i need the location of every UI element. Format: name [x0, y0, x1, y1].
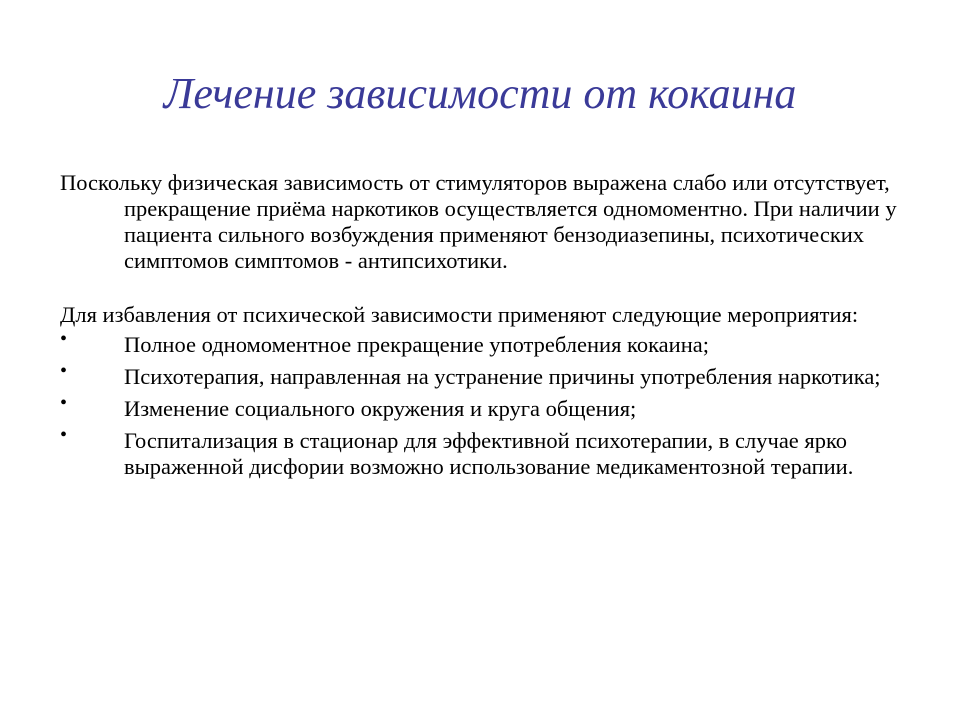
list-item-text: Изменение социального окружения и круга общения;: [124, 396, 637, 421]
bullet-icon: •: [60, 360, 68, 382]
list-item: [60, 424, 920, 480]
slide-body: [60, 170, 920, 486]
slide-title: Лечение зависимости от кокаина: [163, 69, 797, 118]
list-item-text: Госпитализация в стационар для эффективной психотерапии, в случае ярко выраженной дисфории возможно использование медикаментозной терапии.: [124, 428, 854, 479]
list-item-text: Психотерапия, направленная на устранение причины употребления наркотика;: [124, 364, 881, 389]
measures-list: [60, 328, 920, 480]
bullet-icon: •: [60, 424, 68, 446]
list-item: [60, 360, 920, 390]
list-item: [60, 328, 920, 358]
paragraph-physical-dependence: Поскольку физическая зависимость от стимуляторов выражена слабо или отсутствует, прекращение приёма наркотиков осуществляется одномоментно. При наличии у пациента сильного возбуждения применяют бензодиазепины, психотических симптомов симптомов - антипсихотики.: [60, 170, 897, 273]
bullet-icon: •: [60, 392, 68, 414]
paragraph-psychological-dependence: Для избавления от психической зависимости применяют следующие мероприятия:: [60, 302, 859, 327]
list-item-text: Полное одномоментное прекращение употребления кокаина;: [124, 332, 709, 357]
bullet-icon: •: [60, 328, 68, 350]
list-item: [60, 392, 920, 422]
